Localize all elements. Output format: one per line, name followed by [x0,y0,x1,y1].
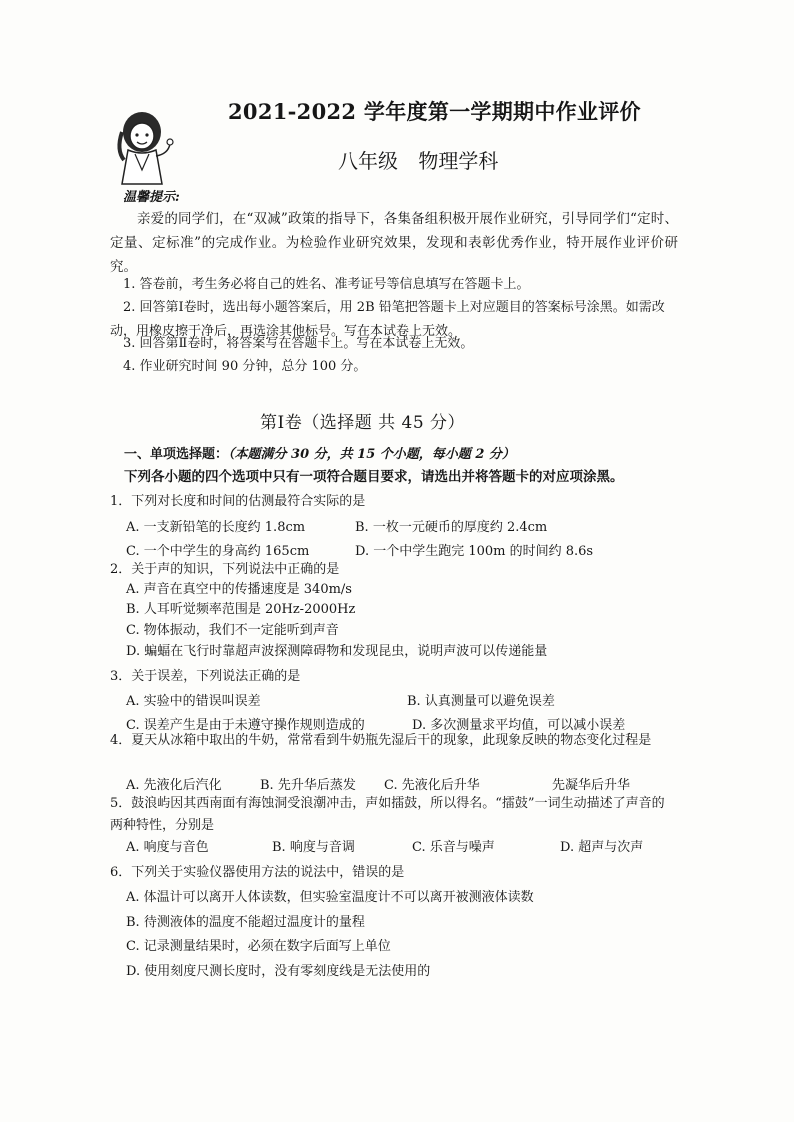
cartoon-teacher-icon [108,110,178,188]
question-6-option-d: D. 使用刻度尺测长度时，没有零刻度线是无法使用的 [126,964,431,979]
question-5-option-c: C. 乐音与噪声 [412,840,495,855]
question-5-option-b: B. 响度与音调 [272,840,355,855]
section-title: 第Ⅰ卷（选择题 共 45 分） [260,413,466,433]
question-6-option-a: A. 体温计可以离开人体读数，但实验室温度计不可以离开被测液体读数 [126,890,534,905]
question-4-option-b: B. 先升华后蒸发 [260,778,356,793]
question-4-stem: 4．夏天从冰箱中取出的牛奶，常常看到牛奶瓶先湿后干的现象，此现象反映的物态变化过程是 [110,733,652,748]
question-4-option-d: 先凝华后升华 [552,778,631,793]
question-5-stem: 5．鼓浪屿因其西南面有海蚀洞受浪潮冲击，声如擂鼓，所以得名。“擂鼓”一词生动描述了声音的两种特性，分别是 [110,796,665,833]
exam-subtitle: 八年级 物理学科 [338,149,499,173]
question-2-option-d: D. 蝙蝠在飞行时靠超声波探测障碍物和发现昆虫，说明声波可以传递能量 [126,644,548,659]
question-4-option-a: A. 先液化后汽化 [126,778,222,793]
question-3-option-c: C. 误差产生是由于未遵守操作规则造成的 [126,718,365,733]
instruction: 下列各小题的四个选项中只有一项符合题目要求，请选出并将答题卡的对应项涂黑。 [124,469,624,485]
tips-intro: 亲爱的同学们，在“双减”政策的指导下，各集备组积极开展作业研究，引导同学们“定时、定量、定标准”的完成作业。为检验作业研究效果，发现和表彰优秀作业，特开展作业评价研究。 [110,211,678,275]
question-4-option-c: C. 先液化后升华 [384,778,480,793]
question-2-option-a: A. 声音在真空中的传播速度是 340m/s [126,582,352,597]
tips-heading: 温馨提示: [123,190,180,205]
question-2-option-c: C. 物体振动，我们不一定能听到声音 [126,623,339,638]
rule-3: 3. 回答第Ⅱ卷时，将答案写在答题卡上。写在本试卷上无效。 [123,336,474,351]
part-heading [124,443,515,462]
rule-2: 2. 回答第Ⅰ卷时，选出每小题答案后，用 2B 铅笔把答题卡上对应题目的答案标号涂黑。如需改动，用橡皮擦干净后，再选涂其他标号。写在本试卷上无效。 [110,300,665,339]
question-6-stem: 6．下列关于实验仪器使用方法的说法中，错误的是 [110,865,405,880]
question-5-option-a: A. 响度与音色 [126,840,209,855]
question-6-option-c: C. 记录测量结果时，必须在数字后面写上单位 [126,939,391,954]
question-3-stem: 3．关于误差，下列说法正确的是 [110,669,301,684]
question-2-stem: 2．关于声的知识，下列说法中正确的是 [110,562,340,577]
rule-1: 1. 答卷前，考生务必将自己的姓名、准考证号等信息填写在答题卡上。 [123,277,530,292]
question-2-option-b: B. 人耳听觉频率范围是 20Hz-2000Hz [126,602,356,617]
part-title: 一、单项选择题： [124,447,229,462]
rule-4: 4. 作业研究时间 90 分钟，总分 100 分。 [123,359,367,374]
question-3-option-a: A. 实验中的错误叫误差 [126,694,261,709]
question-1-option-c: C. 一个中学生的身高约 165cm [126,544,310,559]
exam-title: 2021-2022 学年度第一学期期中作业评价 [228,99,641,124]
part-note: （本题满分 30 分，共 15 个小题，每小题 2 分） [228,447,515,462]
question-1-option-b: B. 一枚一元硬币的厚度约 2.4cm [355,520,548,535]
question-6-option-b: B. 待测液体的温度不能超过温度计的量程 [126,915,365,930]
question-3-option-b: B. 认真测量可以避免误差 [407,694,555,709]
question-5-option-d: D. 超声与次声 [560,840,644,855]
question-3-option-d: D. 多次测量求平均值，可以减小误差 [412,718,626,733]
question-1-stem: 1．下列对长度和时间的估测最符合实际的是 [110,494,366,509]
question-1-option-d: D. 一个中学生跑完 100m 的时间约 8.6s [355,544,594,559]
question-1-option-a: A. 一支新铅笔的长度约 1.8cm [126,520,306,535]
